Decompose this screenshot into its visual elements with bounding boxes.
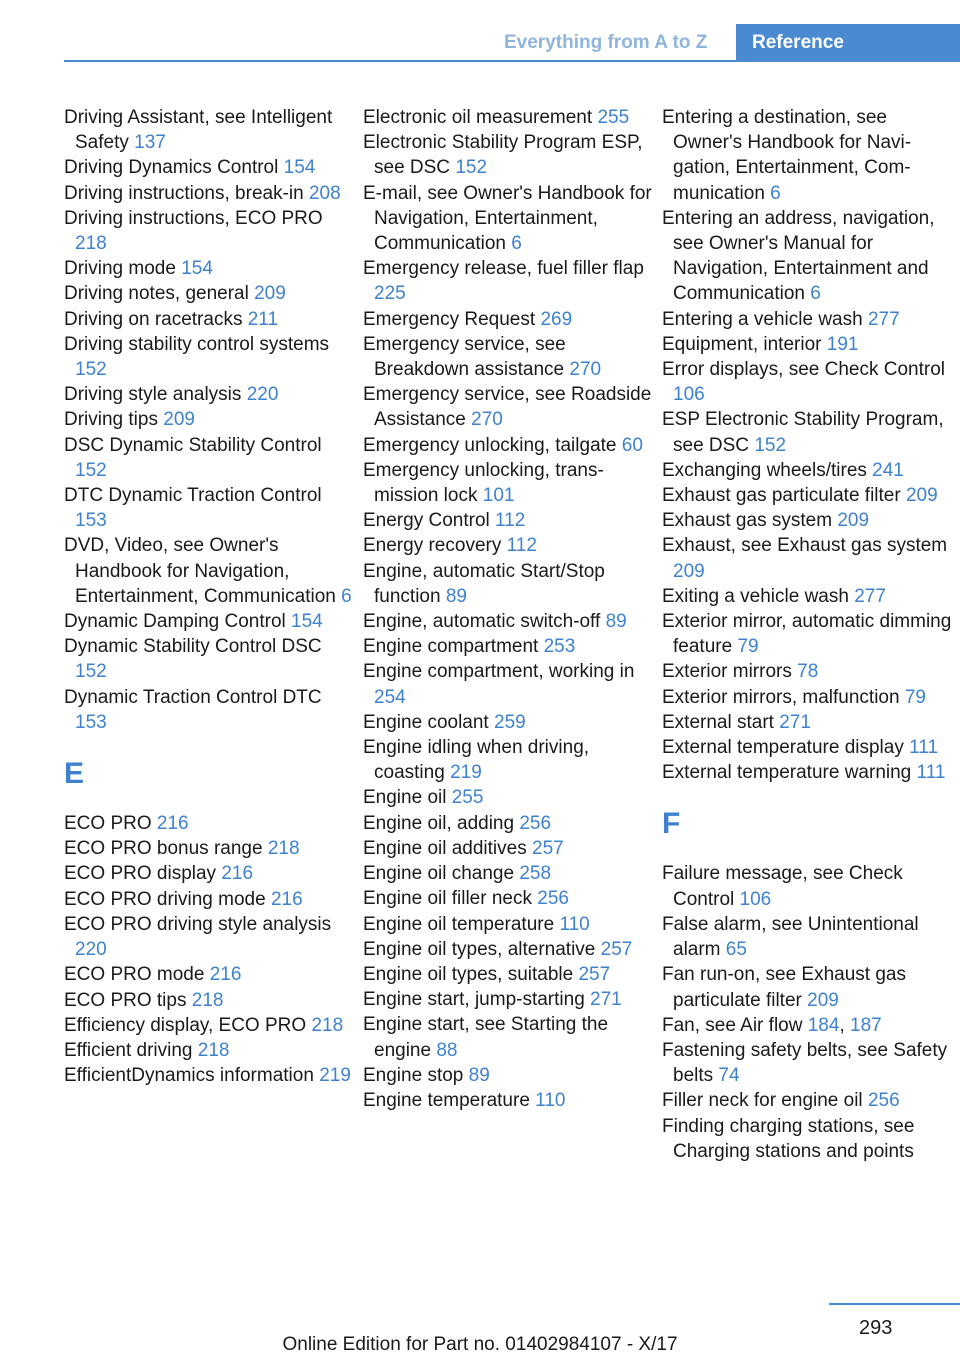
page-header	[64, 24, 960, 62]
page-reference-link[interactable]: 152	[754, 434, 787, 456]
index-entry-text: External temperature display	[662, 737, 904, 759]
page-reference-link[interactable]: 79	[904, 686, 926, 708]
index-entry-text: ECO PRO bonus range	[64, 838, 263, 860]
index-entry	[64, 483, 354, 533]
page-reference-link[interactable]: 152	[455, 157, 488, 179]
page-reference-link[interactable]: 220	[75, 939, 107, 961]
index-entry	[363, 811, 653, 836]
index-entry-text: Engine oil	[363, 787, 447, 809]
page-reference-link[interactable]: 255	[597, 107, 630, 128]
index-entry-text: Driving instructions, break-in	[64, 182, 304, 204]
index-entry	[363, 458, 653, 508]
index-entry	[662, 508, 952, 533]
index-entry	[64, 1063, 354, 1088]
index-entry-text: Driving mode	[64, 258, 176, 280]
index-entry	[662, 105, 952, 206]
index-entry-text: Engine oil filler neck	[363, 888, 532, 910]
index-entry	[64, 407, 354, 432]
index-entry	[363, 962, 653, 987]
page-reference-link[interactable]: 270	[471, 409, 503, 431]
page-reference-link[interactable]: 257	[532, 837, 564, 859]
page-reference-link[interactable]: 209	[837, 510, 870, 532]
index-entry	[64, 861, 354, 886]
index-entry	[363, 735, 653, 785]
index-entry-text: Engine start, jump-starting	[363, 989, 585, 1011]
index-entry-text: Driving stability control systems	[64, 333, 330, 355]
index-entry	[363, 1063, 653, 1088]
index-entry-text: Electronic Stability Program ESP, see DSC	[363, 132, 643, 179]
index-entry-text: Engine oil change	[363, 863, 515, 885]
index-entry-text: DTC Dynamic Traction Control	[64, 485, 322, 507]
page-reference-link[interactable]: 137	[134, 132, 166, 154]
page-reference-link[interactable]: 154	[283, 157, 316, 179]
page-reference-link[interactable]: 253	[543, 636, 576, 658]
index-entry	[64, 962, 354, 987]
index-entry-text: False alarm, see Unintentional alarm	[662, 913, 919, 961]
footer-rule	[829, 1303, 960, 1305]
index-entry-text: Efficient driving	[64, 1039, 193, 1061]
index-entry	[363, 1012, 653, 1062]
index-entry-text: Engine oil types, suitable	[363, 963, 574, 985]
index-entry-text: ECO PRO driving mode	[64, 888, 266, 910]
index-entry-text: Driving Dynamics Control	[64, 157, 279, 179]
index-entry-text: Fastening safety belts, see Safety belts	[662, 1039, 948, 1087]
page-reference-link[interactable]: 216	[270, 888, 303, 910]
index-entry	[662, 912, 952, 962]
page-reference-link[interactable]: 110	[559, 913, 590, 935]
index-entry-text: ECO PRO	[64, 813, 152, 835]
page-reference-link[interactable]: 209	[254, 283, 286, 305]
index-entry	[662, 1088, 952, 1113]
index-entry-text: Emergency release, fuel filler flap	[363, 258, 644, 280]
index-entry	[64, 206, 354, 256]
index-entry-text: Fan run-on, see Exhaust gas particulate filter	[662, 964, 906, 1011]
index-entry	[64, 1038, 354, 1063]
page-reference-link[interactable]: 110	[535, 1089, 566, 1111]
index-entry-text: Driving tips	[64, 409, 158, 431]
index-entry-text: Dynamic Stability Control DSC	[64, 636, 322, 658]
page-reference-link[interactable]: 112	[495, 510, 526, 532]
page-reference-link[interactable]: 277	[854, 585, 886, 607]
page-reference-link[interactable]: 225	[374, 283, 406, 305]
index-entry: Fan, see Air flow 184, 187	[662, 1014, 882, 1036]
index-entry-text: Engine stop	[363, 1064, 464, 1086]
index-entry	[662, 861, 952, 911]
page-reference-link[interactable]: 218	[191, 989, 224, 1011]
page-reference-link[interactable]: 218	[75, 233, 107, 255]
index-entry-text: ECO PRO tips	[64, 989, 187, 1011]
index-entry	[662, 1038, 952, 1088]
page-reference-link[interactable]: 218	[267, 838, 300, 860]
index-entry-text: Emergency Request	[363, 308, 536, 330]
index-entry	[662, 760, 952, 785]
index-entry	[363, 785, 653, 810]
index-entry-text: Entering a vehicle wash	[662, 308, 863, 330]
index-entry	[363, 332, 653, 382]
page-reference-link[interactable]: 271	[779, 711, 811, 733]
index-entry-text: Emergency unlocking, transmission lock	[363, 459, 604, 507]
index-entry	[662, 407, 952, 457]
index-entry	[64, 811, 354, 836]
index-entry	[64, 533, 354, 609]
index-entry-text: Equipment, interior	[662, 333, 822, 355]
index-entry	[662, 1114, 952, 1164]
index-entry-text: Exterior mirrors, malfunction	[662, 686, 900, 708]
index-entry-text: Driving Assistant, see Intelligent Safety	[64, 107, 333, 154]
index-entry-text: ECO PRO mode	[64, 964, 205, 986]
index-entry	[64, 1013, 354, 1038]
index-entry-text: Engine oil types, alternative	[363, 938, 596, 960]
page-reference-link[interactable]: 152	[75, 359, 107, 381]
index-entry-text: Filler neck for engine oil	[662, 1090, 863, 1112]
page-reference-link[interactable]: 153	[75, 711, 107, 733]
index-entry-text: Driving style analysis	[64, 384, 242, 406]
page-reference-link[interactable]: 6	[341, 585, 352, 607]
index-entry-text: Engine, automatic switch-off	[363, 611, 601, 633]
section-title: Everything from A to Z	[504, 32, 708, 53]
index-entry	[662, 206, 952, 307]
index-entry-text: Emergency unlocking, tailgate	[363, 434, 617, 456]
page-reference-link[interactable]: 101	[482, 485, 515, 507]
index-entry-text: ECO PRO display	[64, 863, 217, 885]
index-entry	[662, 962, 952, 1012]
index-entry	[363, 886, 653, 911]
index-entry	[662, 710, 952, 735]
index-entry	[662, 357, 952, 407]
page-number: 293	[859, 1317, 893, 1339]
index-entry-text: Driving instructions, ECO PRO	[64, 207, 323, 229]
index-entry	[64, 307, 354, 332]
page-reference-link[interactable]: 219	[319, 1065, 351, 1087]
index-entry-text: EfficientDynamics information	[64, 1065, 314, 1087]
page-reference-link[interactable]: 106	[739, 888, 772, 910]
page-reference-link[interactable]: 269	[540, 308, 573, 330]
index-entry	[363, 609, 653, 634]
page-reference-link[interactable]: 241	[872, 459, 904, 481]
index-column-2	[363, 105, 653, 1113]
index-entry-text: Engine idling when driving, coasting	[363, 737, 590, 784]
index-entry	[64, 433, 354, 483]
index-entry	[64, 836, 354, 861]
index-entry	[363, 508, 653, 533]
index-entry	[363, 382, 653, 432]
index-column-1	[64, 105, 354, 1088]
page-reference-link[interactable]: 191	[826, 333, 859, 355]
index-entry-text: Finding charging stations, see Charging stations and points	[662, 1115, 915, 1162]
index-entry	[363, 861, 653, 886]
index-entry	[662, 332, 952, 357]
index-entry	[662, 483, 952, 508]
index-entry	[363, 836, 653, 861]
page-reference-link[interactable]: 89	[605, 611, 627, 633]
index-entry-text: Fan, see Air flow	[662, 1014, 803, 1036]
page-reference-link[interactable]: 216	[156, 813, 189, 835]
index-entry	[64, 105, 354, 155]
index-entry	[662, 533, 952, 583]
page-reference-link[interactable]: 184	[807, 1014, 840, 1036]
page-reference-link[interactable]: 220	[246, 384, 279, 406]
page-reference-link[interactable]: 254	[374, 686, 406, 708]
index-entry	[363, 937, 653, 962]
index-letter-heading: F	[662, 807, 681, 841]
page-reference-link[interactable]: 78	[797, 661, 819, 683]
index-entry	[363, 559, 653, 609]
index-entry-text: Emergency service, see Roadside Assistance	[363, 384, 652, 431]
index-entry	[363, 105, 653, 130]
index-entry-text: Exchanging wheels/tires	[662, 459, 867, 481]
index-letter-heading: E	[64, 757, 85, 791]
index-entry-text: Exhaust gas system	[662, 510, 833, 532]
index-entry-text: Engine, automatic Start/Stop function	[363, 560, 605, 607]
index-entry	[363, 533, 653, 558]
index-entry-text: Engine oil temperature	[363, 913, 555, 935]
page-reference-link[interactable]: 271	[590, 989, 622, 1011]
index-entry-text: Energy Control	[363, 510, 490, 532]
index-entry	[363, 433, 653, 458]
index-entry	[363, 710, 653, 735]
page-reference-link[interactable]: 60	[621, 434, 643, 456]
index-entry	[363, 659, 653, 709]
page-reference-link[interactable]: 6	[511, 233, 522, 255]
index-entry-text: Engine start, see Starting the engine	[363, 1014, 609, 1061]
page-reference-link[interactable]: 258	[519, 863, 552, 885]
page-reference-link[interactable]: 216	[221, 863, 254, 885]
index-entry	[363, 1088, 653, 1113]
page-reference-link[interactable]: 216	[209, 964, 242, 986]
index-entry	[662, 685, 952, 710]
index-entry	[662, 458, 952, 483]
index-entry-text: Energy recovery	[363, 535, 502, 557]
index-entry-text: Engine oil additives	[363, 837, 527, 859]
index-entry-text: ESP Electronic Stability Program, see DSC	[662, 409, 944, 456]
index-entry-text: Error displays, see Check Control	[662, 359, 945, 381]
index-entry-text: Entering an address, navigation, see Owner's Manual for Navigation, Entertainment and Communication	[662, 207, 935, 305]
index-entry-text: Exhaust, see Exhaust gas system	[662, 535, 948, 557]
page-reference-link[interactable]: 259	[494, 711, 526, 733]
index-entry	[662, 659, 952, 684]
index-entry-text: Engine compartment, working in	[363, 661, 635, 683]
page-reference-link[interactable]: 270	[569, 359, 602, 381]
index-entry-text: Driving notes, general	[64, 283, 249, 305]
index-entry-text: Engine compartment	[363, 636, 539, 658]
page-reference-link[interactable]: 152	[75, 459, 107, 481]
index-entry	[64, 634, 354, 684]
index-entry	[64, 887, 354, 912]
index-entry	[64, 332, 354, 382]
page-reference-link[interactable]: 154	[291, 611, 323, 633]
index-entry	[662, 735, 952, 760]
page-reference-link[interactable]: 255	[451, 787, 484, 809]
page-reference-link[interactable]: 112	[506, 535, 537, 557]
index-entry-text: Failure message, see Check Control	[662, 863, 903, 910]
index-entry-text: Dynamic Damping Control	[64, 611, 286, 633]
page-reference-link[interactable]: 153	[75, 510, 107, 532]
index-entry	[64, 988, 354, 1013]
index-entry-text: DSC Dynamic Stability Control	[64, 434, 322, 456]
index-entry	[363, 307, 653, 332]
page-reference-link[interactable]: 209	[163, 409, 195, 431]
page-reference-link[interactable]: 218	[197, 1039, 230, 1061]
index-entry-text: Exiting a vehicle wash	[662, 585, 849, 607]
index-entry-text: Engine oil, adding	[363, 812, 515, 834]
page-reference-link[interactable]: 89	[468, 1064, 490, 1086]
page-reference-link[interactable]: 74	[718, 1065, 740, 1087]
index-entry-text: Efficiency display, ECO PRO	[64, 1014, 307, 1036]
index-entry	[64, 155, 354, 180]
index-entry-text: Dynamic Traction Control DTC	[64, 686, 322, 708]
index-entry	[363, 912, 653, 937]
page-reference-link[interactable]: 6	[810, 283, 821, 305]
index-entry-text: ECO PRO driving style analysis	[64, 913, 332, 935]
index-entry-text: External start	[662, 711, 774, 733]
header-rule	[64, 60, 960, 62]
page-reference-link[interactable]: 154	[181, 258, 213, 280]
page-reference-link[interactable]: 208	[308, 182, 341, 204]
page-reference-link[interactable]: 219	[450, 762, 482, 784]
index-entry-text: Entering a destination, see Owner's Handbook for Navigation, Entertainment, Communication	[662, 107, 912, 204]
index-column-3	[662, 105, 952, 1164]
page-reference-link[interactable]: 209	[673, 560, 705, 582]
page-reference-link[interactable]: 256	[867, 1090, 900, 1112]
index-entry	[64, 281, 354, 306]
index-entry	[363, 634, 653, 659]
page-reference-link[interactable]: 218	[311, 1014, 344, 1036]
page-reference-link[interactable]: 106	[673, 384, 705, 406]
index-entry	[64, 685, 354, 735]
index-entry-text: Driving on racetracks	[64, 308, 243, 330]
page-reference-link[interactable]: 89	[445, 585, 467, 607]
page-reference-link[interactable]: 111	[916, 762, 946, 784]
page-reference-link[interactable]: 65	[725, 939, 747, 961]
index-entry-text: External temperature warning	[662, 762, 912, 784]
page-reference-link[interactable]: 257	[578, 963, 611, 985]
index-entry	[363, 256, 653, 306]
page-reference-link[interactable]: 256	[537, 888, 569, 910]
index-entry	[363, 987, 653, 1012]
page-reference-link[interactable]: 79	[737, 636, 759, 658]
index-entry	[64, 181, 354, 206]
page-reference-link[interactable]: 88	[436, 1039, 458, 1061]
index-entry	[662, 584, 952, 609]
index-entry-text: Emergency service, see Breakdown assistance	[363, 333, 566, 381]
reference-tab: Reference	[736, 24, 960, 62]
index-entry	[363, 130, 653, 180]
index-entry	[64, 912, 354, 962]
page-reference-link[interactable]: 277	[867, 308, 900, 330]
index-entry-text: Exhaust gas particulate filter	[662, 485, 901, 507]
index-entry-text: Exterior mirrors	[662, 661, 792, 683]
page-reference-link[interactable]: 257	[600, 938, 633, 960]
index-entry	[662, 609, 952, 659]
index-entry-text: Engine temperature	[363, 1089, 530, 1111]
page-reference-link[interactable]: 209	[807, 989, 839, 1011]
index-entry	[363, 181, 653, 257]
index-entry-text: DVD, Video, see Owner's Handbook for Navigation, Entertainment, Communication	[64, 535, 336, 607]
index-entry	[64, 382, 354, 407]
page-reference-link[interactable]: 111	[909, 737, 939, 759]
page-reference-link[interactable]: 6	[770, 182, 781, 204]
index-entry-text: Electronic oil measurement	[363, 107, 593, 128]
page-reference-link[interactable]: 209	[905, 485, 938, 507]
index-entry	[64, 609, 354, 634]
page-reference-link[interactable]: 256	[519, 812, 552, 834]
index-entry	[662, 307, 952, 332]
edition-note: Online Edition for Part no. 01402984107 - X/17	[282, 1334, 678, 1355]
page-reference-link[interactable]: 152	[75, 661, 107, 683]
page-reference-link[interactable]: 211	[247, 308, 279, 330]
index-entry-text: Engine coolant	[363, 711, 489, 733]
index-entry-text: Exterior mirror, automatic dimming feature	[662, 611, 952, 658]
index-entry-text: E-mail, see Owner's Handbook for Navigation, Entertainment, Communication	[363, 182, 652, 255]
page-reference-link[interactable]: 187	[850, 1014, 882, 1036]
index-entry	[64, 256, 354, 281]
